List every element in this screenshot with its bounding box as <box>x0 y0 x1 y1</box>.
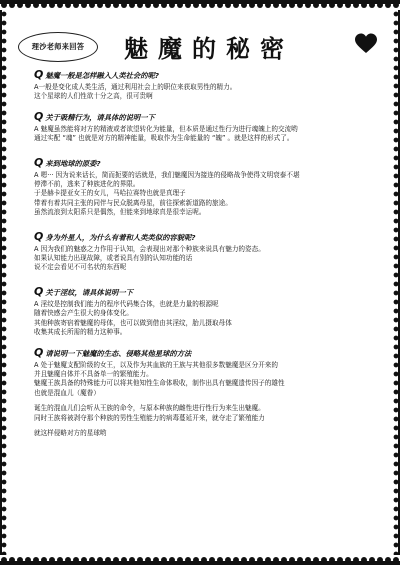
lace-border-bottom <box>0 555 400 565</box>
question: Q关于吸精行为，请具体的说明一下 <box>34 109 155 123</box>
qa-item <box>34 155 366 218</box>
answer: A 淫纹是控制我们能力的程序代码集合体，也就是力量的根源呢 随着快感会产生很大的身体变化。 其他种族寄宿着魅魔的母体，也可以做到借由其淫纹，胎儿摄取母体 收集其成长所需的精力这种事。 <box>34 299 232 337</box>
page-title: 魅魔的秘密 <box>124 34 294 63</box>
qa-list <box>34 70 366 448</box>
question: Q身为外星人，为什么有着和人类类似的容貌呢? <box>34 229 196 243</box>
answer: A 魅魔虽然能将对方的精液或者欲望转化为能量，但本质是通过性行为进行魂魄上的交流哟 通过实配 “魂” 也就是对方的精神能量，吸取作为生命能量的 “魄” 。就是这样的形式了。 <box>34 124 298 143</box>
qa-item <box>34 345 366 439</box>
qa-item <box>34 70 366 102</box>
answer: A 嗯··· 因为说来话长，简而扼要的话就是，我们魅魔因为接连的侵略战争使得文明衰泰不堪 停滞不前，逃来了种族进化的界限。 于是赫卡提亚女王的女儿，马哈拉赛特也就是真理子 带着有着共同主张的同伴与民众脱离母星，前往探索新道路的旅途。 虽然流浪到太阳系只是偶然，但能来到地球真是很幸运呢。 <box>34 170 300 217</box>
answer: A一般是变化成人类生活，通过利用社会上的职位来获取男性的精力。 这个星球的人们性欲十分之高，很可贵啊 <box>34 83 237 101</box>
question: Q来到地球的原委? <box>34 155 101 169</box>
lace-border-top <box>0 0 400 10</box>
lace-border-right <box>392 10 400 555</box>
header <box>18 26 382 68</box>
question: Q魅魔一般是怎样融入人类社会的呢? <box>34 68 160 81</box>
answer: A 处于魅魔支配阶级的女王，以及作为其血族的王族与其他很多数魅魔是区分开来的 并且魅魔自体并不具备单一的繁殖能力。 魅魔王族具备的特殊能力可以将其他知性生命体吸收，制作出具有魅魔遗传因子的雄性 也就是混血儿（魔眷） 诞生的混血儿们会听从王族的命令，与原本种族的雌性进行性行为来生出魅魔。 同时王族将被剥夺那个种族的男性生殖能力的病毒蔓延开来，就夺走了繁殖能力 就这样侵略对方的星球哟 <box>34 360 285 437</box>
teacher-tag-label: 理沙老师来回答 <box>31 42 85 51</box>
lace-border-left <box>0 10 8 555</box>
qa-item <box>34 284 366 338</box>
teacher-tag <box>18 32 98 62</box>
qa-item <box>34 109 366 144</box>
heart-icon <box>354 32 378 56</box>
question: Q关于淫纹，请具体说明一下 <box>34 284 133 298</box>
answer: A 因为我们的魅惑之力作用于认知，会表现出对那个种族来说具有魅力的姿态。 如果认知能力出现故障，或者说具有别的认知功能的话 说不定会看见不可名状的东西呢 <box>34 244 265 272</box>
question: Q请说明一下魅魔的生态、侵略其他星球的方法 <box>34 345 192 359</box>
qa-item <box>34 229 366 273</box>
